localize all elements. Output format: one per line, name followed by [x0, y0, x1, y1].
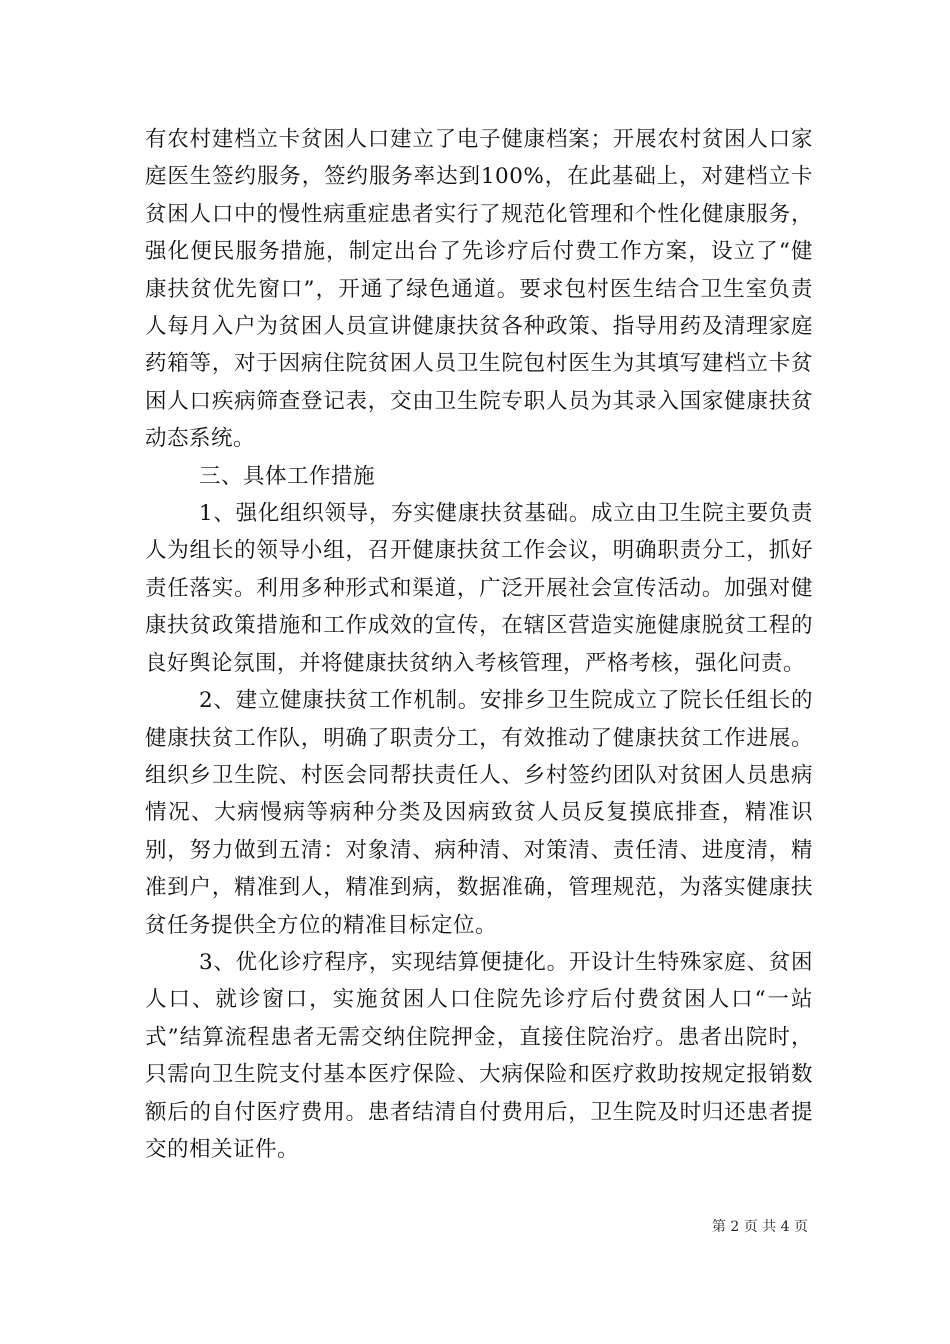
paragraph-measure-1: 1、强化组织领导，夯实健康扶贫基础。成立由卫生院主要负责人为组长的领导小组，召开健康扶贫工作会议，明确职责分工，抓好责任落实。利用多种形式和渠道，广泛开展社会宣传活动。加强对健康扶贫政策措施和工作成效的宣传，在辖区营造实施健康脱贫工程的良好舆论氛围，并将健康扶贫纳入考核管理，严格考核，强化问责。 [145, 501, 813, 676]
paragraph-measure-3: 3、优化诊疗程序，实现结算便捷化。开设计生特殊家庭、贫困人口、就诊窗口，实施贫困人口住院先诊疗后付费贫困人口“一站式”结算流程患者无需交纳住院押金，直接住院治疗。患者出院时，只需向卫生院支付基本医疗保险、大病保险和医疗救助按规定报销数额后的自付医疗费用。患者结清自付费用后，卫生院及时归还患者提交的相关证件。 [145, 949, 813, 1162]
document-body [145, 121, 813, 1168]
section-heading: 三、具体工作措施 [199, 463, 376, 489]
page-number-footer: 第 2 页 共 4 页 [711, 1219, 808, 1235]
paragraph-measure-2: 2、建立健康扶贫工作机制。安排乡卫生院成立了院长任组长的健康扶贫工作队，明确了职责分工，有效推动了健康扶贫工作进展。组织乡卫生院、村医会同帮扶责任人、乡村签约团队对贫困人员患病情况、大病慢病等病种分类及因病致贫人员反复摸底排查，精准识别，努力做到五清：对象清、病种清、对策清、责任清、进度清，精准到户，精准到人，精准到病，数据准确，管理规范，为落实健康扶贫任务提供全方位的精准目标定位。 [145, 688, 813, 938]
paragraph-continuation: 有农村建档立卡贫困人口建立了电子健康档案；开展农村贫困人口家庭医生签约服务，签约服务率达到100%，在此基础上，对建档立卡贫困人口中的慢性病重症患者实行了规范化管理和个性化健康服务，强化便民服务措施，制定出台了先诊疗后付费工作方案，设立了“健康扶贫优先窗口”，开通了绿色通道。要求包村医生结合卫生室负责人每月入户为贫困人员宣讲健康扶贫各种政策、指导用药及清理家庭药箱等，对于因病住院贫困人员卫生院包村医生为其填写建档立卡贫困人口疾病筛查登记表，交由卫生院专职人员为其录入国家健康扶贫动态系统。 [145, 127, 813, 452]
